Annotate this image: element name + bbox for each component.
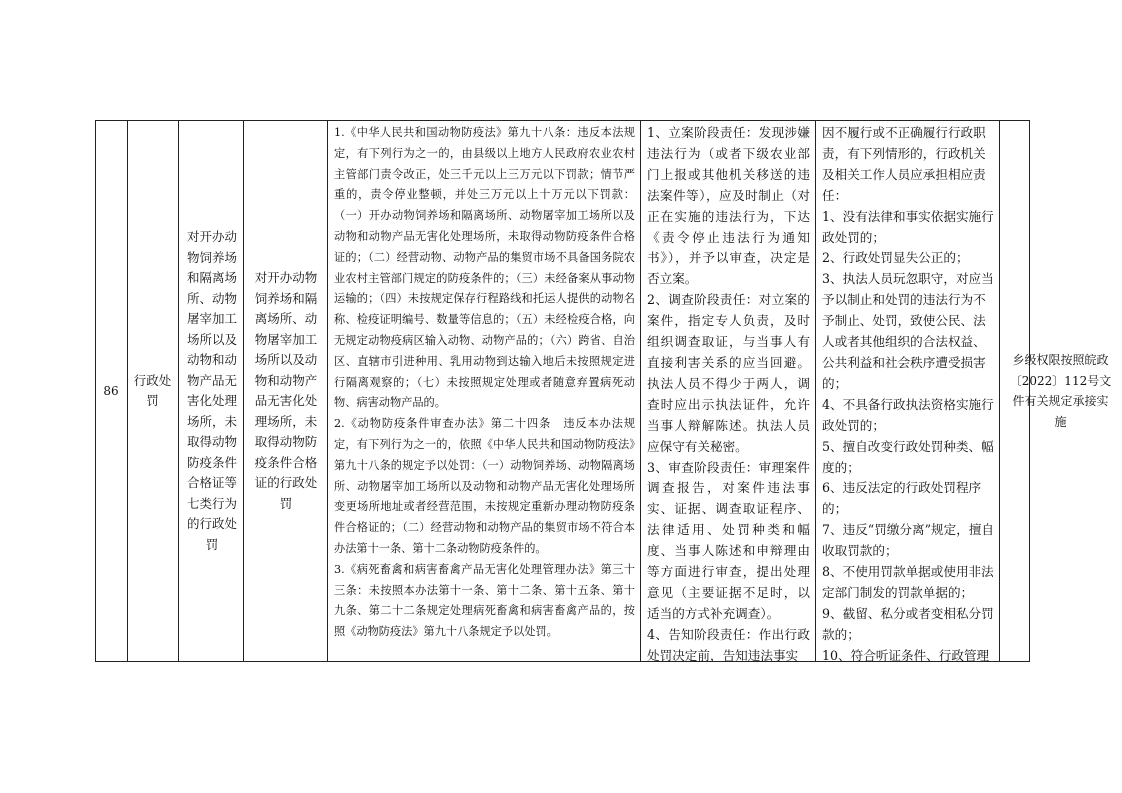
accountability-item: 7、违反“罚缴分离”规定，擅自收取罚款的； — [822, 522, 995, 559]
sub-item-name-text: 对开办动物饲养场和隔离场所、动物屠宰加工场所以及动物和动物产品无害化处理场所，未取得动物防疫条件合格证的行政处罚 — [254, 270, 318, 511]
legal-basis — [327, 120, 640, 662]
responsibility-item: 4、告知阶段责任：作出行政处罚决定前，告知违法事实 — [647, 626, 810, 662]
accountability-item: 9、截留、私分或者变相私分罚款的； — [822, 605, 994, 642]
accountability-item: 3、执法人员玩忽职守，对应当予以制止和处罚的违法行为不予制止、处罚，致使公民、法人或者其他组织的合法权益、公共利益和社会秩序遭受损害的； — [822, 271, 994, 391]
accountability-item: 2、行政处罚显失公正的； — [822, 250, 969, 266]
accountability-item: 10、符合听证条件、行政管理 — [822, 647, 990, 662]
accountability-item: 4、不具备行政执法资格实施行政处罚的； — [822, 396, 994, 433]
accountability-item: 1、没有法律和事实依据实施行政处罚的； — [822, 208, 994, 245]
row-number-text: 86 — [103, 384, 119, 398]
legal-basis-clause: 3.《病死畜禽和病害畜禽产品无害化处理管理办法》第三十三条：未按照本办法第十一条、第十二条、第十五条、第十九条、第二十二条规定处理病死畜禽和病害畜禽产品的，按照《动物防疫法》第九十八条规定予以处罚。 — [334, 562, 635, 639]
power-category — [127, 120, 178, 662]
item-name-text: 对开办动物饲养场和隔离场所、动物屠宰加工场所以及动物和动物产品无害化处理场所，未取得动物防疫条件合格证等七类行为的行政处罚 — [186, 229, 237, 552]
responsibility-item: 3、审查阶段责任：审理案件调查报告，对案件违法事实、证据、调查取证程序、法律适用、处罚种类和幅度、当事人陈述和申辩理由等方面进行审查，提出处理意见（主要证据不足时，以适当的方式补充调查）。 — [647, 459, 810, 621]
power-category-text: 行政处罚 — [133, 373, 172, 408]
item-name — [178, 120, 243, 662]
responsibility-item: 2、调查阶段责任：对立案的案件，指定专人负责，及时组织调查取证，与当事人有直接利害关系的应当回避。执法人员不得少于两人，调查时应出示执法证件，允许当事人辩解陈述。执法人员应保守有关秘密。 — [647, 292, 810, 454]
row-number — [95, 120, 127, 662]
responsibility-items — [640, 120, 815, 662]
accountability-items — [815, 120, 999, 662]
power-list-table — [95, 120, 1112, 662]
sub-item-name — [243, 120, 327, 662]
accountability-item: 6、违反法定的行政处罚程序的； — [822, 480, 982, 517]
accountability-item: 8、不使用罚款单据或使用非法定部门制发的罚款单据的； — [822, 564, 994, 600]
accountability-item: 5、擅自改变行政处罚种类、幅度的； — [822, 438, 994, 475]
remarks-text: 乡级权限按照皖政〔2022〕112号文件有关规定承接实施 — [1009, 353, 1112, 429]
responsibility-item: 1、立案阶段责任：发现涉嫌违法行为（或者下级农业部门上报或其他机关移送的违法案件等），应及时制止（对正在实施的违法行为，下达《责令停止违法行为通知书》），并予以审查，决定是否立案。 — [647, 125, 810, 287]
legal-basis-clause: 1.《中华人民共和国动物防疫法》第九十八条：违反本法规定，有下列行为之一的，由县级以上地方人民政府农业农村主管部门责令改正，处三千元以上三万元以下罚款；情节严重的，责令停业整顿，并处三万元以上十万元以下罚款：（一）开办动物饲养场和隔离场所、动物屠宰加工场所以及动物和动物产品无害化处理场所，未取得动物防疫条件合格证的；（二）经营动物、动物产品的集贸市场不具备国务院农业农村主管部门规定的防疫条件的；（三）未经备案从事动物运输的；（四）未按规定保存行程路线和托运人提供的动物名称、检疫证明编号、数量等信息的；（五）未经检疫合格，向无规定动物疫病区输入动物、动物产品的；（六）跨省、自治区、直辖市引进种用、乳用动物到达输入地后未按照规定进行隔离观察的；（七）未按照规定处理或者随意弃置病死动物、病害动物产品的。 — [334, 126, 635, 410]
accountability-item: 因不履行或不正确履行行政职责，有下列情形的，行政机关及相关工作人员应承担相应责任： — [822, 125, 986, 203]
legal-basis-clause: 2.《动物防疫条件审查办法》第二十四条 违反本办法规定，有下列行为之一的，依照《中华人民共和国动物防疫法》第九十八条的规定予以处罚：（一）动物饲养场、动物隔离场所、动物屠宰加工场所以及动物和动物产品无害化处理场所变更场所地址或者经营范围，未按规定重新办理动物防疫条件合格证的；（二）经营动物和动物产品的集贸市场不符合本办法第十一条、第十二条动物防疫条件的。 — [334, 417, 635, 555]
remarks — [999, 120, 1122, 662]
